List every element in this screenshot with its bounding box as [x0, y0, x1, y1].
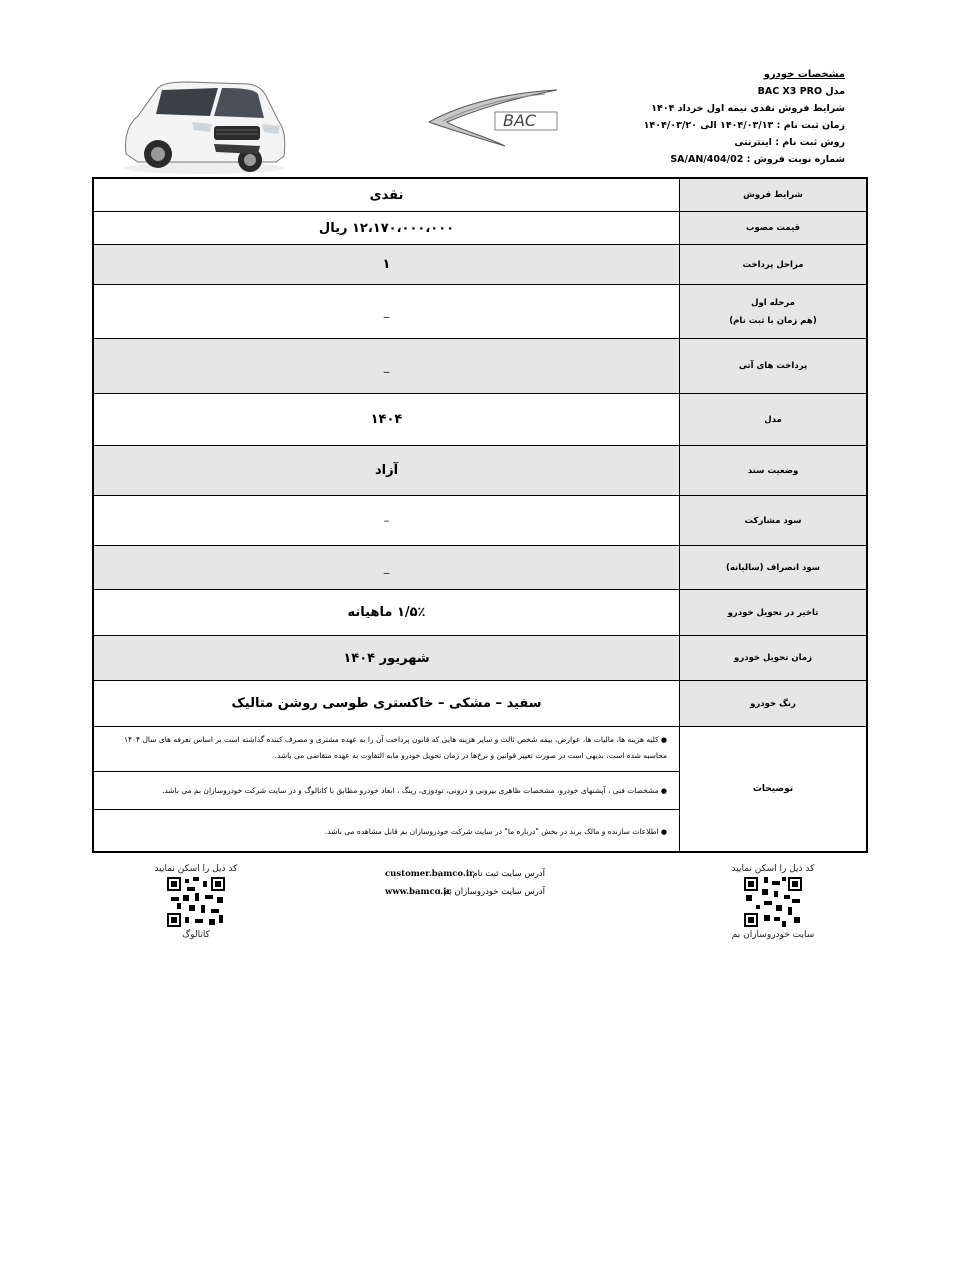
sale-conditions-line: شرایط فروش نقدی نیمه اول خرداد ۱۴۰۴	[651, 103, 845, 114]
table-row	[94, 339, 866, 394]
spec-table	[92, 177, 868, 853]
approved-price-value: ۱۲،۱۷۰،۰۰۰،۰۰۰ ریال	[318, 220, 455, 236]
notes-label: توضیحات	[679, 727, 866, 851]
car-color-value: سفید – مشکی – خاکستری طوسی روشن متالیک	[231, 696, 542, 711]
document-status-label	[679, 446, 866, 495]
row-label: پرداخت های آتی	[738, 361, 808, 371]
note-text: اطلاعات سازنده و مالک برند در بخش "درباره ما" در سایت شرکت خودروسازان بم قابل مشاهده می باشد.	[324, 827, 659, 836]
participation-profit-label	[679, 496, 866, 545]
row-label: قیمت مصوب	[745, 223, 801, 233]
row-label: مرحله اول	[751, 297, 795, 308]
row-label: تاخیر در تحویل خودرو	[727, 607, 819, 618]
note-item	[94, 773, 679, 810]
car-color-label	[679, 681, 866, 726]
note-text: کلیه هزینه ها، مالیات ها، عوارض، بیمه شخص ثالث و سایر هزینه هایی که قانون پرداخت آن را به عهده مشتری و مصرف کننده گذاشته است بر اساس تعرفه های سال ۱۴۰۴ محاسبه شده است، بدیهی است در صورت تغییر قوانین و نرخ‌ها در زمان تحویل خودرو مابه التفاوت به عهده متقاضی می باشد.	[123, 735, 667, 760]
note-item	[94, 811, 679, 851]
table-row	[94, 681, 866, 727]
footer-addresses	[385, 865, 545, 901]
catalog-qr-code[interactable]	[167, 877, 225, 927]
table-row	[94, 285, 866, 339]
table-row	[94, 546, 866, 590]
table-row	[94, 245, 866, 285]
row-label: رنگ خودرو	[750, 698, 796, 709]
payment-stages-value: ۱	[94, 245, 679, 284]
row-label: سود مشارکت	[744, 515, 802, 526]
bullet-icon: ●	[658, 828, 667, 836]
registration-time-line: زمان ثبت نام : ۱۴۰۴/۰۳/۱۳ الی ۱۴۰۴/۰۳/۲۰	[643, 120, 845, 131]
catalog-qr-block	[146, 864, 246, 940]
company-site-label: آدرس سایت خودروسازان بم :	[438, 887, 545, 897]
note-item	[94, 732, 679, 772]
registration-site-url[interactable]: customer.bamco.ir	[385, 869, 474, 879]
row-label: مدل	[764, 414, 782, 425]
future-payments-value: _	[94, 339, 679, 393]
cancellation-profit-label	[679, 546, 866, 589]
header-info	[545, 66, 845, 168]
table-row	[94, 496, 866, 546]
future-payments-label	[679, 339, 866, 393]
row-label: وضعیت سند	[747, 465, 799, 476]
delivery-delay-value: ۱/۵٪ ماهیانه	[347, 605, 426, 620]
left-scan-caption: کد ذیل را اسکن نمایید	[154, 864, 238, 874]
table-row	[94, 179, 866, 212]
approved-price-label	[679, 212, 866, 244]
bac-logo	[425, 88, 561, 150]
company-site-url[interactable]: www.bamco.ir	[385, 887, 451, 897]
company-qr-code[interactable]	[744, 877, 802, 927]
company-site-qr-label: سایت خودروسازان بم	[731, 930, 815, 940]
row-label: زمان تحویل خودرو	[734, 653, 812, 663]
payment-stages-label	[679, 245, 866, 284]
model-year-label	[679, 394, 866, 445]
table-row	[94, 636, 866, 681]
first-stage-value: _	[383, 305, 390, 318]
row-label: مراحل پرداخت	[742, 259, 804, 270]
company-qr-block	[718, 864, 828, 940]
note-text: مشخصات فنی ، آپشنهای خودرو، مشخصات ظاهری بیرونی و درونی، تودوزی، رینگ ، ابعاد خودرو مطابق با کاتالوگ و در سایت شرکت خودروسازان بم می باشد.	[161, 786, 659, 795]
model-year-value: ۱۴۰۴	[370, 412, 403, 427]
car-image	[118, 76, 290, 176]
sale-turn-code: SA/AN/404/02	[670, 154, 744, 165]
right-scan-caption: کد ذیل را اسکن نمایید	[731, 864, 815, 874]
table-row	[94, 446, 866, 496]
participation-profit-value: –	[383, 514, 390, 527]
sale-conditions-label	[679, 179, 866, 211]
delivery-time-label	[679, 636, 866, 680]
table-row	[94, 212, 866, 245]
cancellation-profit-value: _	[94, 546, 679, 589]
registration-site-label: آدرس سایت ثبت نام :	[466, 869, 545, 879]
sale-turn-line	[545, 151, 845, 168]
delivery-time-value: شهریور ۱۴۰۴	[94, 636, 679, 680]
sale-conditions-value: نقدی	[369, 187, 404, 203]
sale-turn-label: شماره نوبت فروش :	[746, 154, 845, 165]
table-row	[94, 590, 866, 636]
catalog-label: کاتالوگ	[182, 930, 210, 940]
bullet-icon: ●	[658, 787, 667, 795]
document-title: مشخصات خودرو	[763, 69, 845, 80]
row-label: سود انصراف (سالیانه)	[725, 562, 821, 573]
document-status-value: آزاد	[94, 446, 679, 495]
model-line: مدل BAC X3 PRO	[757, 86, 845, 97]
bullet-icon: ●	[658, 736, 667, 744]
first-stage-label	[679, 285, 866, 338]
row-label: شرایط فروش	[743, 190, 803, 200]
table-row	[94, 394, 866, 446]
delivery-delay-label	[679, 590, 866, 635]
registration-method-line: روش ثبت نام : اینترنتی	[734, 137, 845, 148]
logo-text: BAC	[503, 111, 537, 130]
row-sublabel: (هم زمان با ثبت نام)	[729, 315, 817, 326]
